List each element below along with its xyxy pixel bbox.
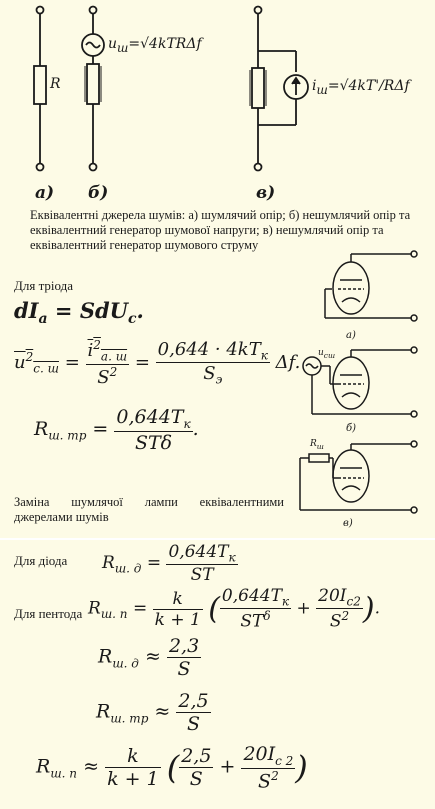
tube-circuits bbox=[0, 258, 435, 538]
resistor-icon bbox=[252, 68, 264, 108]
label-c: в) bbox=[256, 183, 276, 203]
terminal-icon bbox=[37, 7, 44, 14]
resistor-label: R bbox=[50, 76, 61, 92]
vacuum-tube-icon bbox=[333, 262, 369, 314]
vacuum-tube-icon bbox=[333, 450, 369, 502]
diode-pentode-panel bbox=[0, 540, 435, 809]
resistor-icon bbox=[309, 454, 329, 462]
equation-r-diode: $R_{ш. д}$ = $\frac{0,644T_к}{ST}$ bbox=[102, 542, 236, 586]
triode-panel bbox=[0, 258, 435, 538]
terminal-icon bbox=[255, 164, 262, 171]
tube-source-label: $u_{сш}$ bbox=[318, 348, 336, 360]
pentode-heading: Для пентода bbox=[14, 606, 83, 621]
caption-tube-replacement: Заміна шумлячої лампи еквівалентними джерелами шумів bbox=[14, 495, 284, 524]
noise-voltage-formula: $u_ш=√4kTR\Delta f$ bbox=[108, 36, 202, 55]
tube-label-b: б) bbox=[346, 423, 357, 434]
equation-r-diode-approx: $R_{ш. д}$ ≈ $\frac{2,3}{S}$ bbox=[98, 635, 200, 680]
terminal-icon bbox=[255, 7, 262, 14]
tube-label-c: в) bbox=[343, 518, 353, 529]
caption-noise-sources: Еквівалентні джерела шумів: а) шумлячий опір; б) нешумлячий опір та еквівалентний генератор шумової напруги; в) нешумлячий опір та еквівалентний генератор шумового струму bbox=[30, 208, 411, 252]
noise-sources-figure bbox=[0, 0, 435, 258]
tube-resistor-label: $R_ш$ bbox=[310, 439, 324, 451]
equation-r-pentode-approx: $R_{ш. п}$ ≈ $\frac{k}{k + 1}$ ( $\frac{2,5}{S}$ + $\frac{20I_{c 2}}{S^2}$ ) bbox=[36, 743, 308, 793]
diode-heading: Для діода bbox=[14, 553, 68, 568]
vacuum-tube-icon bbox=[333, 357, 369, 409]
label-b: б) bbox=[88, 183, 109, 203]
terminal-icon bbox=[90, 164, 97, 171]
triode-heading: Для тріода bbox=[14, 278, 74, 293]
label-a: а) bbox=[35, 183, 55, 203]
terminal-icon bbox=[90, 7, 97, 14]
equation-r-triode-approx: $R_{ш. тр}$ ≈ $\frac{2,5}{S}$ bbox=[96, 690, 209, 735]
tube-label-a: а) bbox=[346, 330, 356, 341]
resistor-icon bbox=[34, 66, 46, 104]
terminal-icon bbox=[37, 164, 44, 171]
resistor-icon bbox=[87, 64, 99, 104]
noise-current-formula: $i_ш=√4kT'$/RΔf bbox=[312, 78, 410, 97]
equation-r-pentode: $R_{ш. п}$ = $\frac{k}{k + 1}$ ( $\frac{0,644T_к}{ST^\delta}$ + $\frac{20I_{c2}}{S^2}$ ). bbox=[88, 586, 380, 633]
equation-r-triode: $R_{ш. тр}$ = $\frac{0,644T_к}{\text{STδ}}$ . bbox=[34, 406, 199, 454]
equation-noise-voltage: $u^2_{c. ш}$ = $\frac{i^2_{a. ш}}{S^2}$ = $\frac{0,644 \cdot 4kT_к}{S_э}$ Δf. bbox=[14, 338, 301, 388]
equation-di: $dI_a = SdU_c$. bbox=[14, 298, 144, 328]
